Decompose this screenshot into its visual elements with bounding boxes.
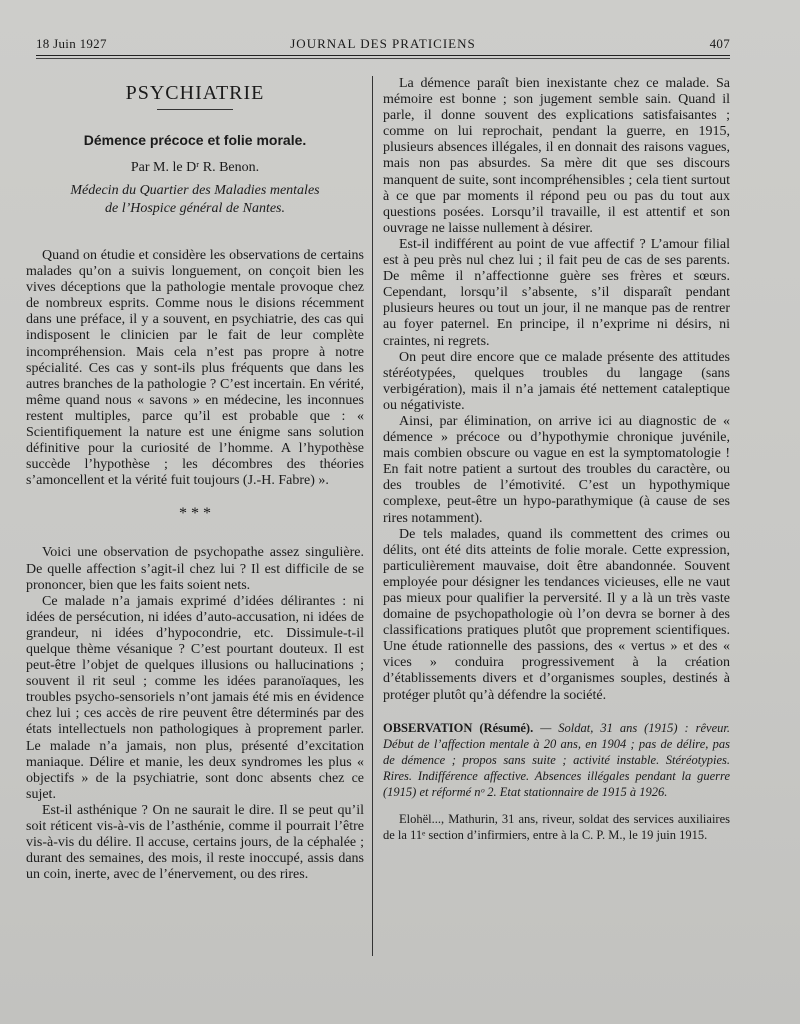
paragraph-intro: Quand on étudie et considère les observations de certains malades qu’on a suivis longuement, on conçoit bien les vives déceptions que la pathologie mentale provoque chez de nombreux esprits. Comme nous le disions récemment dans une préface, il y a souvent, en psychiatrie, des cas qui indisposent le clinicien par le fait de leur complète incompréhension. Mais cela n’est pas propre à notre spécialité. Ces cas y sont-ils plus fréquents que dans les autres branches de la pathologie ? C’est incertain. En vérité, même quand nous « savons » en médecine, les inconnues restent multiples, parce qu’il est probable que : « Scientifiquement la nature est une énigme sans solution définitive pour la curiosité de l’homme. A l’hypothèse succède l’hypothèse ; les décombres des théories s’amoncellent et la vérité fuit toujours (J.-H. Fabre) ».	[26, 248, 364, 489]
affiliation-line-1: Médecin du Quartier des Maladies mentales	[70, 183, 320, 198]
running-header	[36, 36, 730, 56]
page-number: 407	[709, 36, 730, 51]
article-byline: Par M. le Dʳ R. Benon.	[130, 160, 260, 175]
paragraph-attitudes: On peut dire encore que ce malade présente des attitudes stéréotypées, quelques troubles du langage (sans verbigération), mais il n’a jamais été nettement cataleptique ou négativiste.	[383, 349, 730, 413]
observation-heading: OBSERVATION (Résumé).	[383, 720, 534, 735]
header-rule-secondary	[36, 58, 730, 59]
paragraph-diagnosis: Ainsi, par élimination, on arrive ici au diagnostic de « démence » précoce ou d’hypothymie chronique juvénile, mais combien obscure ou vague en est la symptomatologie ! En fait notre patient a surtout des troubles du caractère, ou des troubles de l’émotivité. C’est un hypothymique complexe, peut-être un hypo-parathymique (à cause de ses rires notamment).	[383, 413, 730, 526]
author-affiliation	[26, 182, 364, 218]
paragraph-delusions: Ce malade n’a jamais exprimé d’idées délirantes : ni idées de persécution, ni idées d’auto-accusation, ni idées de grandeur, ni idées d’hypocondrie, etc. Dissimule-t-il quelque thème vésanique ? C’est pourtant douteux. Il est peut-être l’objet de quelques illusions ou hallucinations ; souvent il rit seul ; comme les idées paranoïaques, les troubles psycho-sensoriels n’ont jamais été mis en évidence chez lui ; ces accès de rire peuvent être déterminés par des états intellectuels non pathologiques à proprement parler. Le malade n’a jamais, non plus, présenté d’excitation maniaque. Délire et manie, les deux syndromes les plus « objectifs » de la psychiatrie, sont donc absents chez ce sujet.	[26, 593, 364, 802]
case-record: Elohël..., Mathurin, 31 ans, riveur, soldat des services auxiliaires de la 11ᵉ section d’infirmiers, entre à la C. P. M., le 19 juin 1915.	[383, 811, 730, 842]
paragraph-observation-intro: Voici une observation de psychopathe assez singulière. De quelle affection s’agit-il chez lui ? Il est difficile de se prononcer, bien que les faits soient nets.	[26, 545, 364, 593]
paragraph-dementia: La démence paraît bien inexistante chez ce malade. Sa mémoire est bonne ; son jugement semble sain. Quand il parle, il donne souvent des explications satisfaisantes ; comme on lui reprochait, pendant la guerre, en 1915, plusieurs absences illégales, il en donnait des raisons vagues, mais non pas absurdes. Sa mère dit que ses discours manquent de suite, sont incompréhensibles ; cela tient surtout à ce que par moments il répond peu ou pas du tout aux questions posées. Lorsqu’il travaille, il est attentif et son ouvrage ne laisse nullement à désirer.	[383, 76, 730, 236]
paragraph-affect: Est-il indifférent au point de vue affectif ? L’amour filial est à peu près nul chez lui ; il fait peu de cas de ses parents. De même il n’affectionne guère ses frères et sœurs. Cependant, lorsqu’il s’absente, s’il disparaît pendant plusieurs heures ou tout un jour, il ne manque pas de rentrer au foyer paternel. En principe, il n’exprime ni désirs, ni craintes, ni regrets.	[383, 236, 730, 349]
right-column	[383, 76, 730, 843]
column-divider	[372, 76, 373, 956]
issue-date: 18 Juin 1927	[36, 36, 107, 51]
left-column	[26, 76, 364, 883]
header-rule	[36, 55, 730, 56]
paragraph-asthenia: Est-il asthénique ? On ne saurait le dire. Il se peut qu’il soit réticent vis-à-vis de l’asthénie, comme il pourrait l’être vis-à-vis du délire. Il accuse, certains jours, de la céphalée ; durant des semaines, des mois, il reste inoccupé, assis dans un coin, inerte, avec de l’énervement, ou des rires.	[26, 802, 364, 883]
section-title: PSYCHIATRIE	[125, 82, 265, 104]
article-title: Démence précoce et folie morale.	[83, 132, 307, 148]
observation-summary	[383, 720, 730, 801]
section-separator: * * *	[179, 505, 211, 523]
observation-text: — Soldat, 31 ans (1915) : rêveur. Début de l’affection mentale à 20 ans, en 1904 ; pas de délire, pas de démence ; propos sans suite ; activité instable. Stéréotypies. Rires. Indifférence affective. Absences illégales pendant la guerre (1915) et réformé nᵒ 2. Etat stationnaire de 1915 à 1926.	[383, 720, 730, 800]
affiliation-line-2: de l’Hospice général de Nantes.	[104, 201, 285, 216]
title-rule	[157, 109, 233, 110]
paragraph-moral-folly: De tels malades, quand ils commettent des crimes ou délits, ont été dits atteints de folie morale. Cette expression, particulièrement mauvaise, doit être abandonnée. Souvent employée pour désigner les tendances vicieuses, elle ne vaut pas mieux pour qualifier la perversité. Il y a là un très vaste domaine de psychopathologie où l’on devra se borner à des classifications pratiques plutôt que proprement scientifiques. Une étude rationnelle des passions, des « vertus » et des « vices » conduira progressivement à la création d’établissements divers et d’organismes souples, destinés à protéger plutôt qu’à défendre la société.	[383, 526, 730, 703]
journal-title: JOURNAL DES PRATICIENS	[290, 36, 476, 51]
